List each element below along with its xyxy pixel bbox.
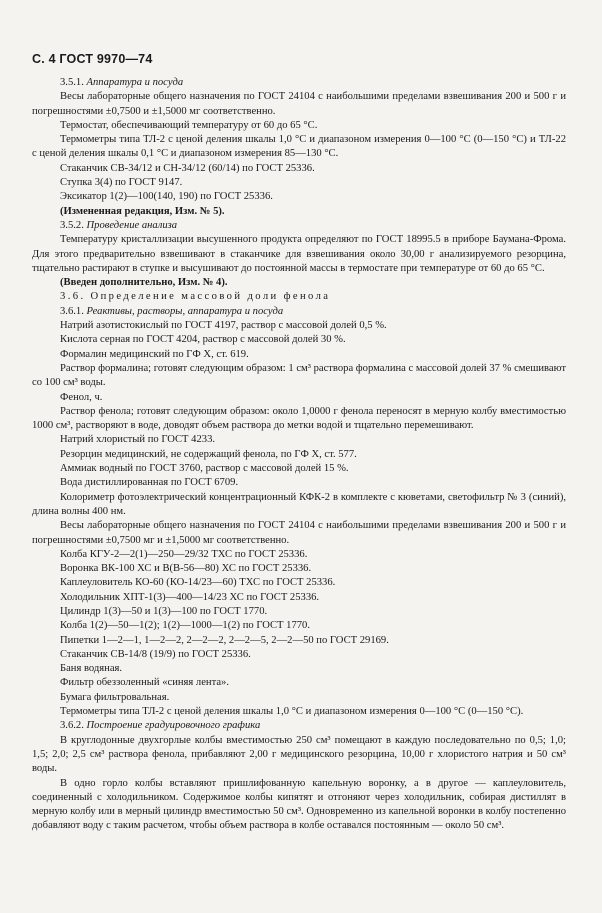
paragraph: Пипетки 1—2—1, 1—2—2, 2—2—2, 2—2—5, 2—2—50 по ГОСТ 29169. [60,634,389,646]
paragraph: Эксикатор 1(2)—100(140, 190) по ГОСТ 25336. [60,191,273,203]
paragraph: Воронка ВК-100 ХС и В(В-56—80) ХС по ГОСТ 25336. [60,563,312,575]
paragraph: Холодильник ХПТ-1(3)—400—14/23 ХС по ГОСТ 25336. [60,591,320,603]
paragraph: Термометры типа ТЛ-2 с ценой деления шкалы 1,0 °С и диапазоном измерения 0—100 °С (0—150 °С). [60,706,524,718]
paragraph: Натрий хлористый по ГОСТ 4233. [60,434,216,446]
paragraph: Баня водяная. [60,663,123,675]
amendment-note: (Измененная редакция, Изм. № 5). [60,205,225,217]
paragraph: Аммиак водный по ГОСТ 3760, раствор с массовой долей 15 %. [60,463,349,475]
section-3-5-1-heading: 3.5.1. Аппаратура и посуда [60,77,184,88]
paragraph: Колба КГУ-2—2(1)—250—29/32 ТХС по ГОСТ 25336. [60,548,308,560]
paragraph: Термометры типа ТЛ-2 с ценой деления шкалы 1,0 °С и диапазоном измерения 0—100 °С (0—150 °С) и ТЛ-22 с ценой деления шкалы 0,1 °С и диапазоном измерения 85—130 °С. [32,134,566,160]
paragraph: Формалин медицинский по ГФ X, ст. 619. [60,348,249,360]
section-3-6-heading: 3.6. Определение массовой доли фенола [60,291,331,303]
paragraph: Стаканчик СВ-14/8 (19/9) по ГОСТ 25336. [60,648,251,660]
paragraph: В одно горло колбы вставляют пришлифованную капельную воронку, а в другое — каплеуловитель, соединенный с холодильником. Содержимое колбы кипятят и отгоняют через холодильник, собирая дистиллят в мерную колбу или в мерный цилиндр вместимостью 50 см³. Одновременно из капельной воронки в колбу постепенно добавляют воду с таким расчетом, чтобы объем раствора в колбе оставался постоянным — около 50 см³. [32,777,566,832]
paragraph: Раствор фенола; готовят следующим образом: около 1,0000 г фенола переносят в мерную колбу вместимостью 1000 см³, растворяют в воде, доводят объем раствора до метки водой и тщательно перемешивают. [32,405,566,432]
section-3-5-2-heading: 3.5.2. Проведение анализа [60,219,178,231]
paragraph: Бумага фильтровальная. [60,691,170,703]
paragraph: Фильтр обеззоленный «синяя лента». [60,677,229,689]
paragraph: Колба 1(2)—50—1(2); 1(2)—1000—1(2) по ГОСТ 1770. [60,620,310,632]
amendment-note: (Введен дополнительно, Изм. № 4). [60,277,228,289]
paragraph: Фенол, ч. [60,391,103,403]
paragraph: Раствор формалина; готовят следующим образом: 1 см³ раствора формалина с массовой долей 37 % смешивают со 100 см³ воды. [32,362,566,389]
paragraph: Колориметр фотоэлектрический концентрационный КФК-2 в комплекте с кюветами, светофильтр № 3 (синий), длина волны 400 нм. [32,491,566,517]
paragraph: Стаканчик СВ-34/12 и СН-34/12 (60/14) по ГОСТ 25336. [60,162,315,174]
paragraph: В круглодонные двухгорлые колбы вместимостью 250 см³ помещают в каждую последовательно по 0,5; 1,0; 1,5; 2,0; 2,5 см³ раствора фенола, прибавляют 2,00 г медицинского резорцина, 10,00 г хлористого натрия и 50 см³ воды. [32,734,566,775]
paragraph: Натрий азотистокислый по ГОСТ 4197, раствор с массовой долей 0,5 %. [60,320,387,332]
paragraph: Ступка 3(4) по ГОСТ 9147. [60,177,183,189]
paragraph: Кислота серная по ГОСТ 4204, раствор с массовой долей 30 %. [60,334,346,346]
section-3-6-2-heading: 3.6.2. Построение градуировочного графика [60,720,261,732]
paragraph: Каплеуловитель КО-60 (КО-14/23—60) ТХС по ГОСТ 25336. [60,577,336,589]
paragraph: Температуру кристаллизации высушенного продукта определяют по ГОСТ 18995.5 в приборе Баумана-Фрома. Для этого предварительно взвешивают в стаканчике для взвешивания около 30,00 г анализируемого резорцина, тщательно растирают в ступке и высушивают до постоянной массы в термостате при температуре от 60 до 65 °С. [32,234,566,274]
paragraph: Вода дистиллированная по ГОСТ 6709. [60,477,239,489]
paragraph: Цилиндр 1(3)—50 и 1(3)—100 по ГОСТ 1770. [60,605,268,617]
paragraph: Резорцин медицинский, не содержащий фенола, по ГФ X, ст. 577. [60,448,357,460]
document-body [32,76,566,834]
paragraph: Весы лабораторные общего назначения по ГОСТ 24104 с наибольшими пределами взвешивания 200 и 500 г и погрешностями ±0,7500 и ±1,5000 мг соответственно. [32,91,566,117]
section-3-6-1-heading: 3.6.1. Реактивы, растворы, аппаратура и посуда [60,305,284,317]
paragraph: Весы лабораторные общего назначения по ГОСТ 24104 с наибольшими пределами взвешивания 200 и 500 г и погрешностями ±0,7500 мг и ±1,5000 мг соответственно. [32,520,566,546]
paragraph: Термостат, обеспечивающий температуру от 60 до 65 °С. [60,119,318,131]
page-header: С. 4 ГОСТ 9970—74 [32,52,153,66]
